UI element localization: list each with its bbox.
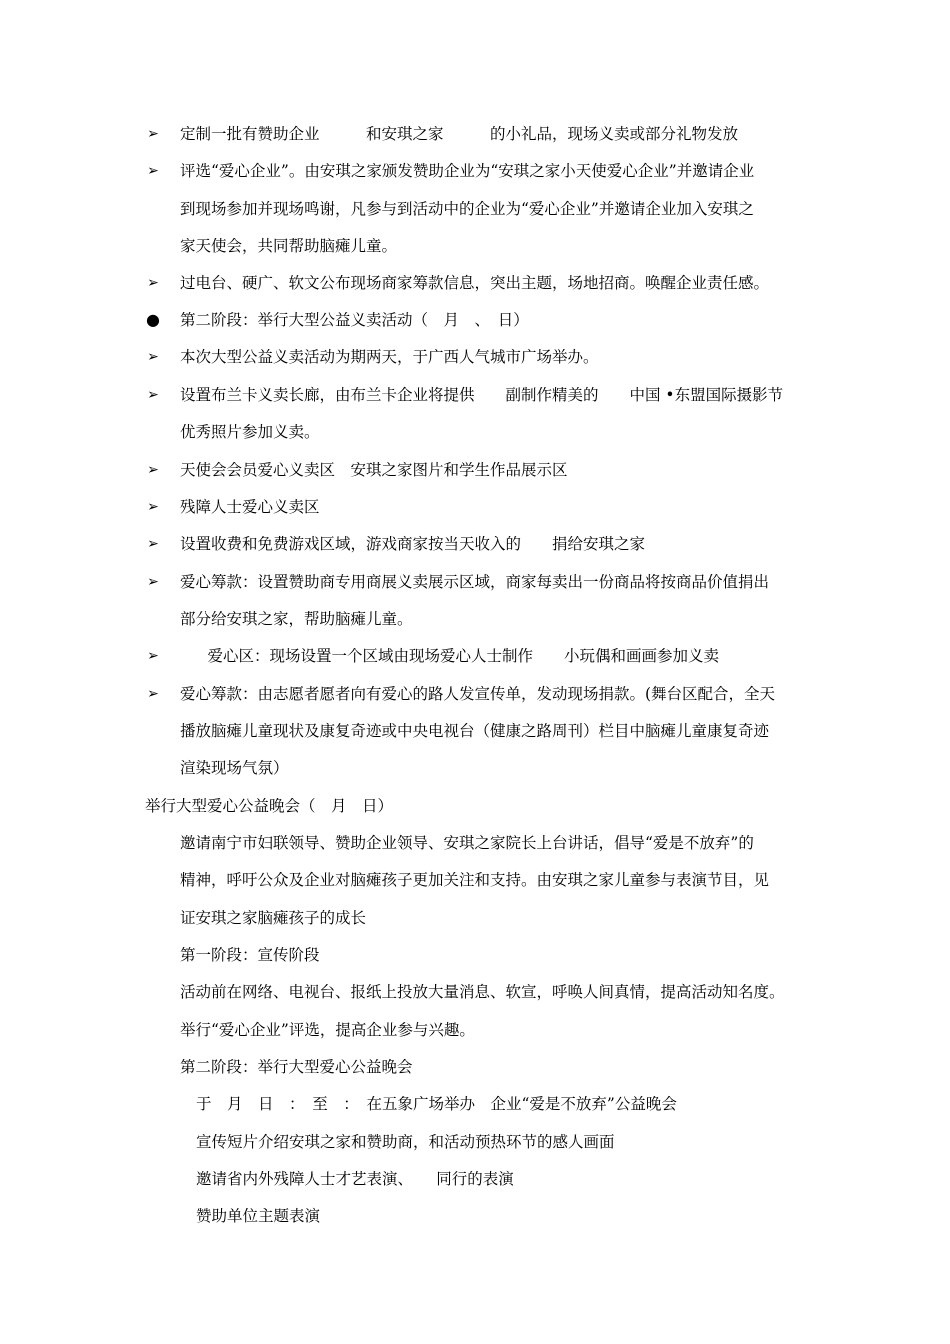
arrow-bullet-icon: ➢ bbox=[147, 648, 159, 664]
arrow-bullet-icon: ➢ bbox=[147, 163, 159, 179]
text-line: 残障人士爱心义卖区 bbox=[180, 498, 320, 516]
text-line: 精神，呼吁公众及企业对脑瘫孩子更加关注和支持。由安琪之家儿童参与表演节目，见 bbox=[180, 871, 770, 889]
section-heading: 第一阶段：宣传阶段 bbox=[180, 946, 320, 964]
arrow-bullet-icon: ➢ bbox=[147, 499, 159, 515]
arrow-bullet-icon: ➢ bbox=[147, 686, 159, 702]
arrow-bullet-icon: ➢ bbox=[147, 462, 159, 478]
text-line: 于 月 日 ： 至 ： 在五象广场举办 企业“爱是不放弃”公益晚会 bbox=[196, 1095, 677, 1113]
arrow-bullet-icon: ➢ bbox=[147, 536, 159, 552]
section-heading: 第二阶段：举行大型公益义卖活动（ 月 、 日） bbox=[180, 311, 529, 329]
text-line: 优秀照片参加义卖。 bbox=[180, 423, 320, 441]
text-line: 到现场参加并现场鸣谢，凡参与到活动中的企业为“爱心企业”并邀请企业加入安琪之 bbox=[180, 200, 754, 218]
text-line: 爱心筹款：由志愿者愿者向有爱心的路人发宣传单，发动现场捐款。(舞台区配合，全天 bbox=[180, 685, 776, 703]
text-line: 宣传短片介绍安琪之家和赞助商，和活动预热环节的感人画面 bbox=[196, 1133, 615, 1151]
text-line: 赞助单位主题表演 bbox=[196, 1207, 321, 1225]
text-line: 渲染现场气氛） bbox=[180, 759, 289, 777]
text-line: 过电台、硬广、软文公布现场商家筹款信息，突出主题，场地招商。唤醒企业责任感。 bbox=[180, 274, 770, 292]
text-line: 本次大型公益义卖活动为期两天，于广西人气城市广场举办。 bbox=[180, 348, 599, 366]
text-line: 举行“爱心企业”评选，提高企业参与兴趣。 bbox=[180, 1021, 475, 1039]
text-line: 家天使会，共同帮助脑瘫儿童。 bbox=[180, 237, 398, 255]
text-line: 活动前在网络、电视台、报纸上投放大量消息、软宣，呼唤人间真情，提高活动知名度。 bbox=[180, 983, 785, 1001]
text-line: 爱心区：现场设置一个区域由现场爱心人士制作 小玩偶和画画参加义卖 bbox=[192, 647, 720, 665]
text-line: 评选“爱心企业”。由安琪之家颁发赞助企业为“安琪之家小天使爱心企业”并邀请企业 bbox=[180, 162, 755, 180]
dot-bullet-icon: ● bbox=[146, 310, 160, 329]
section-heading: 举行大型爱心公益晚会（ 月 日） bbox=[145, 797, 394, 815]
text-line: 天使会会员爱心义卖区 安琪之家图片和学生作品展示区 bbox=[180, 461, 568, 479]
arrow-bullet-icon: ➢ bbox=[147, 126, 159, 142]
arrow-bullet-icon: ➢ bbox=[147, 349, 159, 365]
text-line: 定制一批有赞助企业 和安琪之家 的小礼品，现场义卖或部分礼物发放 bbox=[180, 125, 739, 143]
arrow-bullet-icon: ➢ bbox=[147, 574, 159, 590]
text-line: 邀请省内外残障人士才艺表演、 同行的表演 bbox=[196, 1170, 514, 1188]
arrow-bullet-icon: ➢ bbox=[147, 275, 159, 291]
section-heading: 第二阶段：举行大型爱心公益晚会 bbox=[180, 1058, 413, 1076]
text-line: 设置收费和免费游戏区域，游戏商家按当天收入的 捐给安琪之家 bbox=[180, 535, 646, 553]
text-line: 部分给安琪之家，帮助脑瘫儿童。 bbox=[180, 610, 413, 628]
text-line: 爱心筹款：设置赞助商专用商展义卖展示区域，商家每卖出一份商品将按商品价值捐出 bbox=[180, 573, 770, 591]
text-line: 播放脑瘫儿童现状及康复奇迹或中央电视台（健康之路周刊）栏目中脑瘫儿童康复奇迹 bbox=[180, 722, 770, 740]
text-line: 证安琪之家脑瘫孩子的成长 bbox=[180, 909, 367, 927]
text-line: 邀请南宁市妇联领导、赞助企业领导、安琪之家院长上台讲话，倡导“爱是不放弃”的 bbox=[180, 834, 754, 852]
text-line: 设置布兰卡义卖长廊，由布兰卡企业将提供 副制作精美的 中国 •东盟国际摄影节 bbox=[180, 386, 784, 404]
arrow-bullet-icon: ➢ bbox=[147, 387, 159, 403]
